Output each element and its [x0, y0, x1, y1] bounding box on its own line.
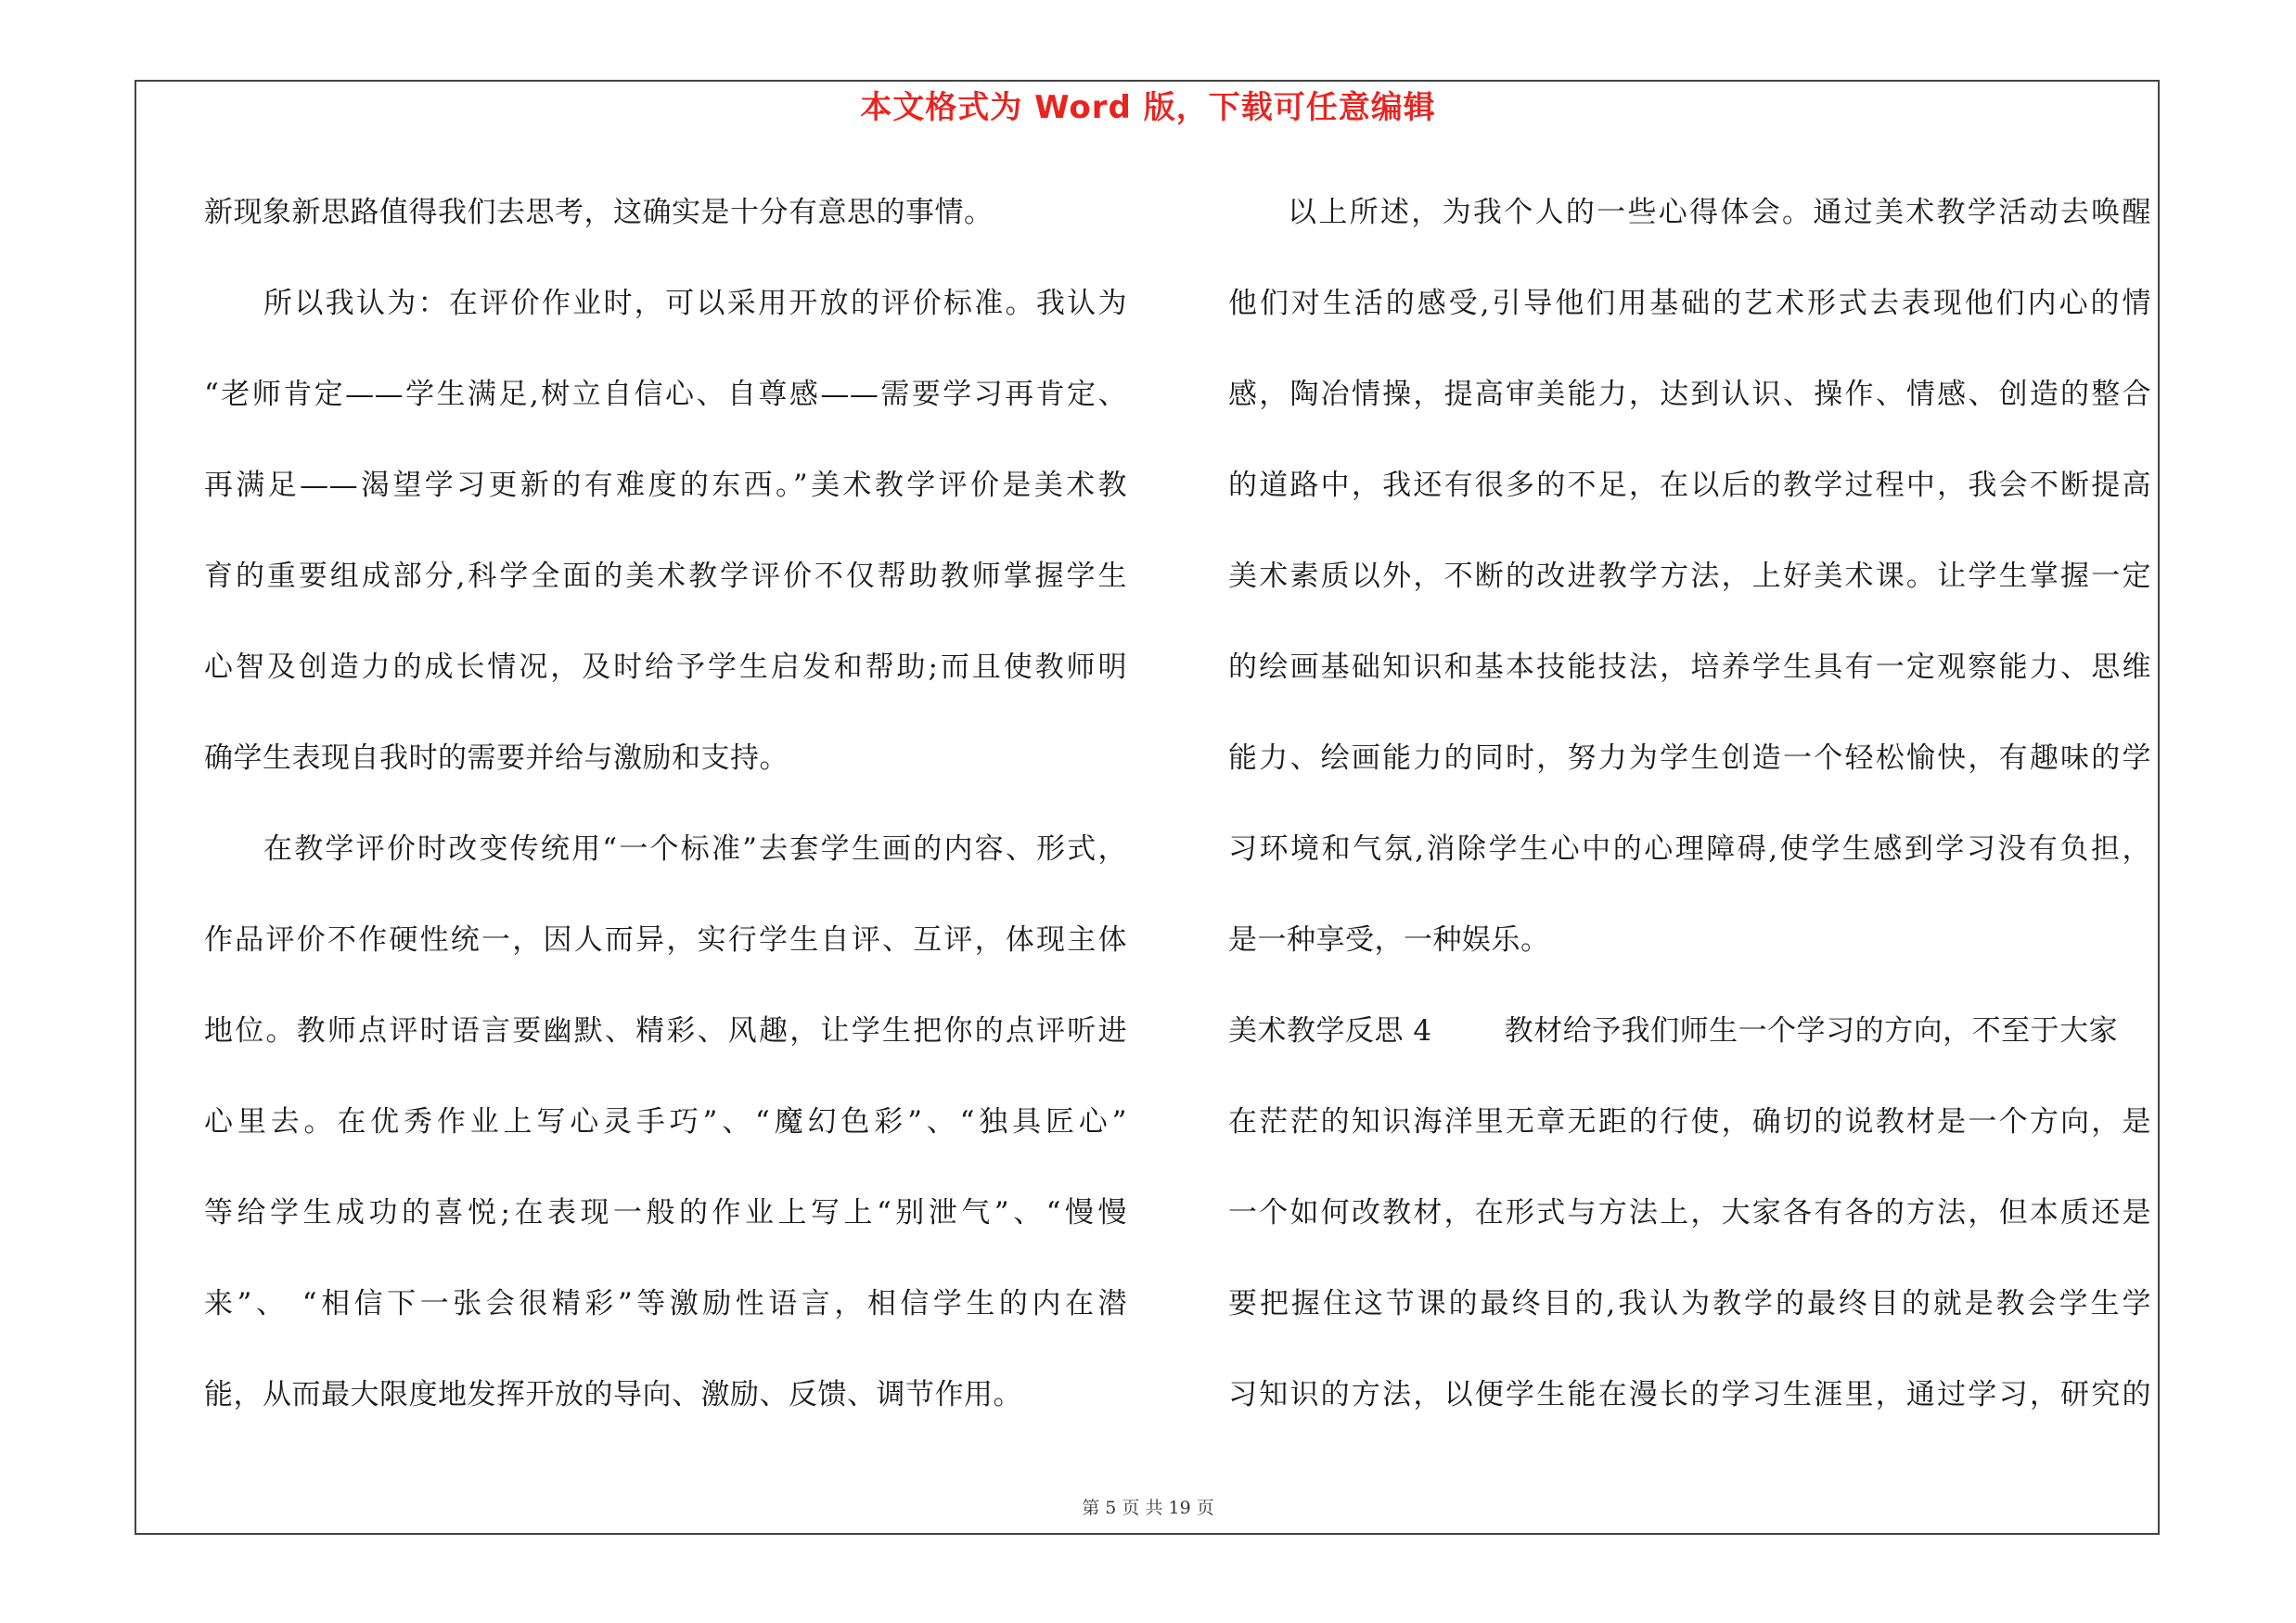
paragraph-line: 是一种享受，一种娱乐。 [1228, 923, 1550, 957]
paragraph-line: 来”、 “相信下一张会很精彩”等激励性语言，相信学生的内在潜 [204, 1287, 1127, 1320]
paragraph-line: 心里去。在优秀作业上写心灵手巧”、“魔幻色彩”、“独具匠心” [204, 1105, 1127, 1139]
paragraph-line: 地位。教师点评时语言要幽默、精彩、风趣，让学生把你的点评听进 [204, 1014, 1127, 1048]
paragraph-line: 作品评价不作硬性统一，因人而异，实行学生自评、互评，体现主体 [204, 923, 1127, 957]
paragraph-line: 的道路中，我还有很多的不足，在以后的教学过程中，我会不断提高 [1228, 469, 2151, 502]
paragraph-line: 育的重要组成部分,科学全面的美术教学评价不仅帮助教师掌握学生 [204, 560, 1127, 593]
format-banner: 本文格式为 Word 版，下载可任意编辑 [860, 89, 1436, 126]
paragraph-line: 等给学生成功的喜悦;在表现一般的作业上写上“别泄气”、“慢慢 [204, 1196, 1127, 1230]
paragraph-line: 在茫茫的知识海洋里无章无距的行使，确切的说教材是一个方向，是 [1228, 1105, 2151, 1139]
paragraph-line: 能力、绘画能力的同时，努力为学生创造一个轻松愉快，有趣味的学 [1228, 741, 2151, 775]
paragraph-line: “老师肯定——学生满足,树立自信心、自尊感——需要学习再肯定、 [204, 378, 1127, 411]
paragraph-start: 教材给予我们师生一个学习的方向，不至于大家 [1504, 1014, 2119, 1048]
paragraph-line: 再满足——渴望学习更新的有难度的东西。”美术教学评价是美术教 [204, 469, 1127, 502]
paragraph-line: 能，从而最大限度地发挥开放的导向、激励、反馈、调节作用。 [204, 1378, 1022, 1411]
paragraph-line: 心智及创造力的成长情况，及时给予学生启发和帮助;而且使教师明 [204, 650, 1127, 684]
paragraph-line: 新现象新思路值得我们去思考，这确实是十分有意思的事情。 [204, 196, 994, 229]
paragraph-line: 美术素质以外，不断的改进教学方法，上好美术课。让学生掌握一定 [1228, 560, 2151, 593]
paragraph-line: 习环境和气氛,消除学生心中的心理障碍,使学生感到学习没有负担， [1228, 832, 2151, 866]
paragraph-line: 一个如何改教材，在形式与方法上，大家各有各的方法，但本质还是 [1228, 1196, 2151, 1230]
paragraph-line: 他们对生活的感受,引导他们用基础的艺术形式去表现他们内心的情 [1228, 287, 2151, 320]
section-heading: 美术教学反思 4 [1228, 1014, 1432, 1048]
paragraph-line: 在教学评价时改变传统用“一个标准”去套学生画的内容、形式， [263, 832, 1127, 866]
paragraph-line: 要把握住这节课的最终目的,我认为教学的最终目的就是教会学生学 [1228, 1287, 2151, 1320]
left-text-column [204, 180, 1127, 1453]
paragraph-line: 习知识的方法，以便学生能在漫长的学习生涯里，通过学习，研究的 [1228, 1378, 2151, 1411]
right-text-column [1228, 180, 2151, 1453]
paragraph-line: 以上所述，为我个人的一些心得体会。通过美术教学活动去唤醒 [1288, 196, 2151, 229]
section-heading-line [1228, 998, 2151, 1089]
paragraph-line: 感，陶冶情操，提高审美能力，达到认识、操作、情感、创造的整合 [1228, 378, 2151, 411]
paragraph-line: 所以我认为：在评价作业时，可以采用开放的评价标准。我认为 [263, 287, 1127, 320]
paragraph-line: 的绘画基础知识和基本技能技法，培养学生具有一定观察能力、思维 [1228, 650, 2151, 684]
page-number-footer: 第 5 页 共 19 页 [1082, 1498, 1214, 1518]
paragraph-line: 确学生表现自我时的需要并给与激励和支持。 [204, 741, 789, 775]
